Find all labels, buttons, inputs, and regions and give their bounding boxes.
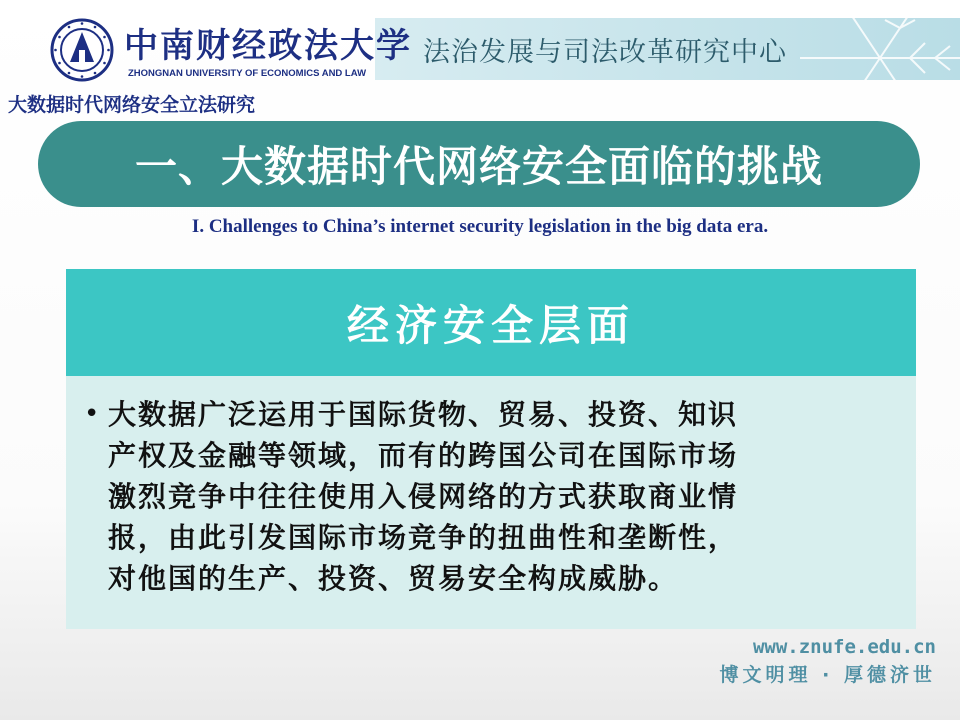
text-line: 对他国的生产、投资、贸易安全构成威胁。 [108, 562, 679, 595]
card-header [66, 269, 916, 376]
university-logo [50, 18, 412, 84]
university-seal-icon [50, 18, 114, 82]
card-body [66, 376, 916, 629]
section-title-banner [38, 121, 920, 207]
section-title: 一、大数据时代网络安全面临的挑战 [134, 142, 823, 191]
text-line: 报，由此引发国际市场竞争的扭曲性和垄断性， [108, 521, 739, 554]
university-name-en: ZHONGNAN UNIVERSITY OF ECONOMICS AND LAW [128, 68, 367, 79]
text-line: 大数据广泛运用于国际货物、贸易、投资、知识 [108, 398, 739, 431]
topic-label: 大数据时代网络安全立法研究 [8, 94, 256, 116]
snowflake-decoration-icon [760, 18, 960, 80]
card-heading: 经济安全层面 [346, 300, 635, 350]
section-subtitle: I. Challenges to China’s internet security legislation in the big data era. [191, 216, 769, 237]
text-line: 激烈竞争中往往使用入侵网络的方式获取商业情 [108, 480, 739, 513]
center-title: 法治发展与司法改革研究中心 [423, 37, 787, 68]
university-name-cn: 中南财经政法大学 [124, 26, 412, 66]
header-band [375, 18, 960, 80]
content-card [66, 269, 916, 629]
text-line: 产权及金融等领域，而有的跨国公司在国际市场 [108, 439, 739, 472]
bullet-marker: • [84, 399, 100, 429]
footer-url: www.znufe.edu.cn [752, 636, 936, 658]
bullet-text [108, 394, 908, 599]
footer-motto: 博文明理 · 厚德济世 [719, 664, 936, 686]
